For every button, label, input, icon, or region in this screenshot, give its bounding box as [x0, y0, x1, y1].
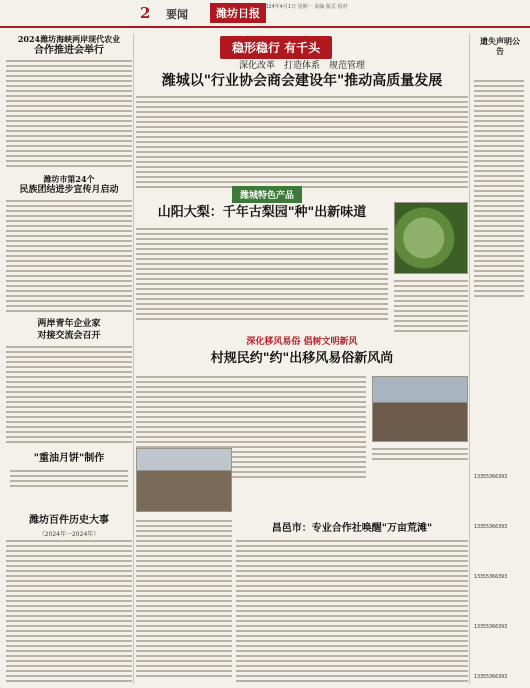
headline-line: 潍坊市第24个 [43, 174, 95, 184]
article-body [6, 200, 132, 315]
kicker: 深化改革 打造体系 规范管理 [238, 61, 365, 71]
photo-caption [10, 470, 128, 490]
contact-phone: 13355366393 [474, 524, 508, 530]
headline-line: 2024潍坊海峡两岸现代农业 [17, 34, 121, 44]
article-headline: "重油月饼"制作 [33, 453, 105, 464]
contact-phone: 13355366393 [474, 674, 508, 680]
right-column [472, 34, 526, 684]
contact-phone: 13355366393 [474, 624, 508, 630]
center-column [136, 34, 468, 684]
photo-caption [372, 448, 468, 463]
masthead [0, 0, 530, 28]
column-divider [133, 34, 134, 684]
village-photo [372, 376, 468, 442]
sub-banner: 深化移风易俗 倡树文明新风 [246, 337, 358, 347]
article-body [236, 540, 468, 685]
section-name: 要闻 [166, 8, 188, 21]
section-banner: 稳形稳行 有千头 [220, 36, 332, 59]
article-headline: 山阳大梨：千年古梨园"种"出新味道 [157, 205, 367, 220]
article-headline [6, 318, 132, 342]
pear-photo [394, 202, 468, 274]
article-body [6, 540, 132, 685]
article-headline: 昌邑市：专业合作社唤醒"万亩荒滩" [271, 523, 433, 534]
article-headline [6, 34, 132, 57]
article-body [136, 96, 468, 191]
article-subhead: （2024年一2024年） [38, 531, 100, 538]
contact-phone: 13355366393 [474, 574, 508, 580]
column-divider [469, 34, 470, 684]
notice-title: 遗失声明公告 [480, 36, 520, 56]
brand-logo: 潍坊日报 [210, 3, 266, 23]
notice-body [474, 80, 524, 300]
article-body [136, 520, 232, 680]
issue-meta: 2024年4月1日 星期一 责编 版式 校对 [262, 4, 348, 10]
article-headline: 潍坊百件历史大事 [29, 515, 109, 526]
article-headline: 村规民约"约"出移风易俗新风尚 [210, 351, 394, 366]
article-headline: 潍城以"行业协会商会建设年"推动高质量发展 [161, 73, 443, 89]
section-tag: 潍城特色产品 [232, 186, 302, 203]
article-body [394, 280, 468, 335]
page-number: 2 [140, 4, 151, 22]
meeting-photo [136, 448, 232, 512]
headline-line: 合作推进会举行 [34, 45, 104, 56]
article-body [6, 346, 132, 446]
left-column [6, 34, 132, 684]
headline-line: 民族团结进步宣传月启动 [19, 185, 119, 195]
headline-line: 对接交流会召开 [37, 331, 101, 341]
headline-line: 两岸青年企业家 [37, 319, 101, 329]
article-body [6, 60, 132, 170]
article-body [136, 228, 388, 323]
contact-phone: 13355366393 [474, 474, 508, 480]
article-headline [6, 174, 132, 196]
